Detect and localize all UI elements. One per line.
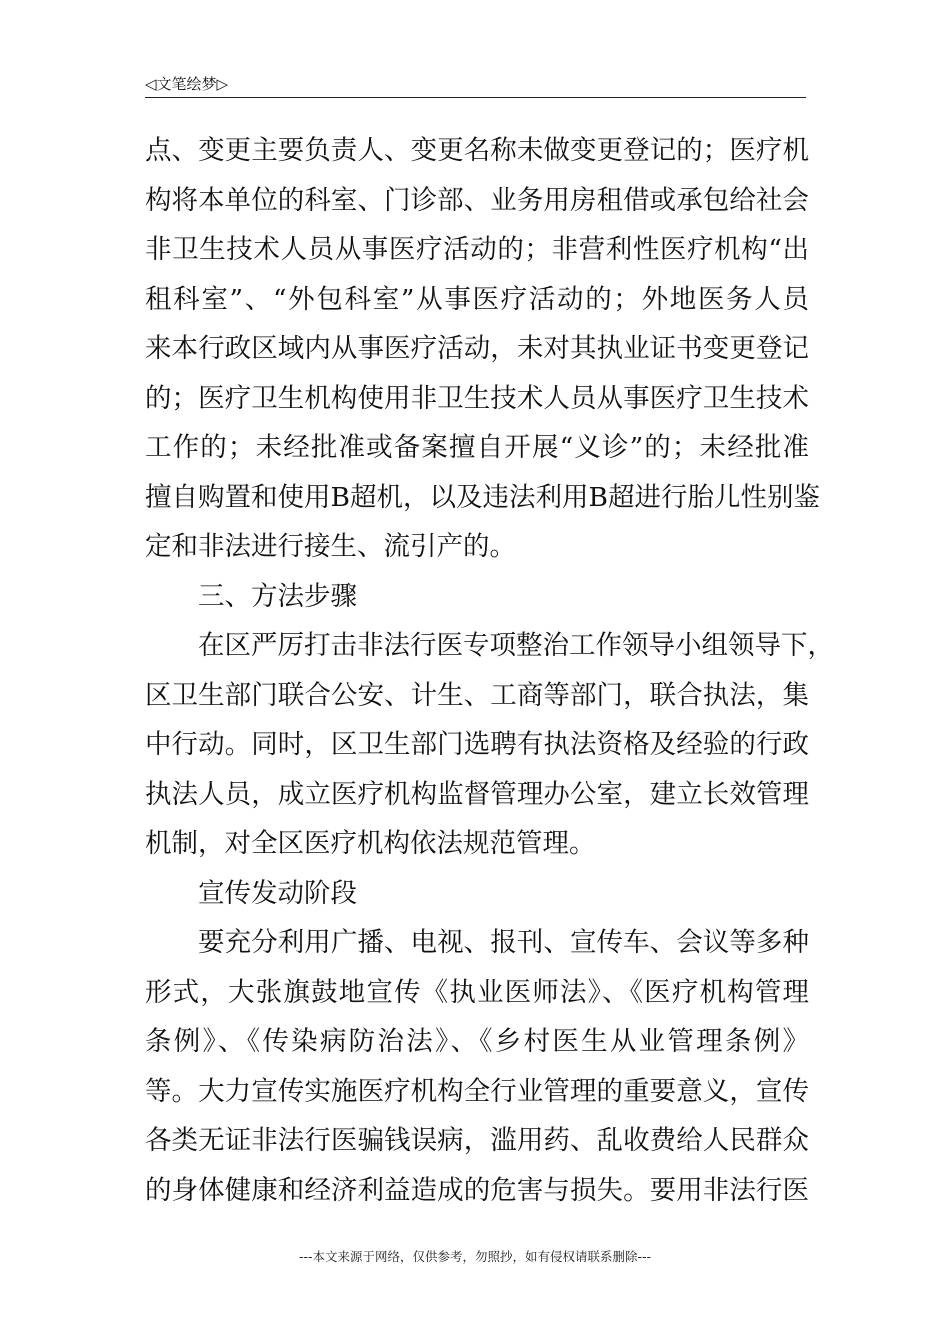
- text-line: 执法人员，成立医疗机构监督管理办公室，建立长效管理: [145, 778, 809, 810]
- text-line: 机制，对全区医疗机构依法规范管理。: [145, 828, 596, 859]
- text-line: 租科室”、“外包科室”从事医疗活动的；外地医务人员: [145, 283, 809, 315]
- text-line: 的身体健康和经济利益造成的危害与损失。要用非法行医: [145, 1174, 809, 1206]
- text-line: 构将本单位的科室、门诊部、业务用房租借或承包给社会: [145, 184, 809, 216]
- text-line: 来本行政区域内从事医疗活动，未对其执业证书变更登记: [145, 333, 809, 364]
- text-line: 工作的；未经批准或备案擅自开展“义诊”的；未经批准: [145, 432, 809, 463]
- text-line: 非卫生技术人员从事医疗活动的；非营利性医疗机构“出: [145, 234, 809, 265]
- text-line: 的；医疗卫生机构使用非卫生技术人员从事医疗卫生技术: [145, 382, 809, 414]
- text-line: 中行动。同时，区卫生部门选聘有执法资格及经验的行政: [145, 729, 809, 760]
- text-line: 各类无证非法行医骗钱误病，滥用药、乱收费给人民群众: [145, 1125, 809, 1156]
- subsection-heading: 宣传发动阶段: [198, 877, 357, 909]
- text-line: 定和非法进行接生、流引产的。: [145, 531, 516, 562]
- text-line: 在区严厉打击非法行医专项整治工作领导小组领导下，: [198, 630, 834, 661]
- page-footer: ---本文来源于网络，仅供参考，勿照抄，如有侵权请联系删除---: [298, 1249, 652, 1264]
- text-line: 条例》、《传染病防治法》、《乡村医生从业管理条例》: [145, 1026, 809, 1057]
- section-heading: 三、方法步骤: [198, 580, 357, 612]
- text-line: 形式，大张旗鼓地宣传《执业医师法》、《医疗机构管理: [145, 976, 809, 1008]
- document-body: [145, 126, 834, 1215]
- text-line: 要充分利用广播、电视、报刊、宣传车、会议等多种: [198, 927, 809, 958]
- header-title: ◁文笔绘梦▷: [145, 75, 229, 93]
- text-line: 点、变更主要负责人、变更名称未做变更登记的；医疗机: [145, 135, 809, 166]
- page-header: [145, 74, 805, 98]
- text-line: 擅自购置和使用B超机，以及违法利用B超进行胎儿性别鉴: [145, 481, 820, 513]
- header-divider: [145, 97, 806, 98]
- text-line: 区卫生部门联合公安、计生、工商等部门，联合执法，集: [145, 679, 809, 711]
- text-line: 等。大力宣传实施医疗机构全行业管理的重要意义，宣传: [145, 1075, 809, 1107]
